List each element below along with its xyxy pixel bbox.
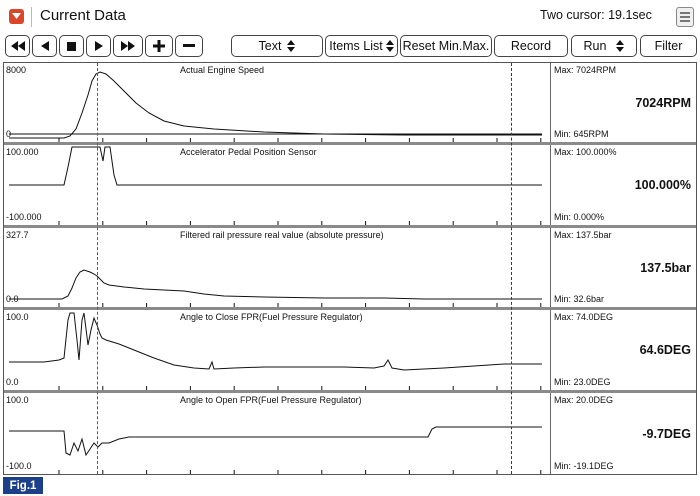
value-panel [550, 310, 697, 390]
current-value: 64.6DEG [639, 343, 691, 357]
list-menu-icon[interactable] [676, 7, 694, 27]
parameter-name: Angle to Close FPR(Fuel Pressure Regulator) [180, 312, 363, 322]
parameter-name: Actual Engine Speed [180, 65, 265, 75]
current-value: 137.5bar [640, 260, 691, 275]
collapse-icon[interactable] [9, 9, 24, 24]
panel-rail-pressure [4, 228, 696, 307]
scale-max: 327.7 [6, 230, 29, 240]
panel-angle-close-fpr [4, 310, 696, 390]
cursor-2[interactable] [511, 63, 512, 474]
parameter-name: Accelerator Pedal Position Sensor [180, 147, 317, 157]
graph-area[interactable] [4, 63, 549, 142]
stop-button[interactable] [59, 35, 84, 57]
items-list-label: Items List [329, 39, 383, 53]
max-value: Max: 100.000% [554, 147, 617, 157]
step-forward-icon [95, 41, 103, 51]
scale-min: 0.0 [6, 377, 19, 387]
current-value: 100.000% [634, 178, 691, 192]
max-value: Max: 74.0DEG [554, 312, 614, 322]
max-value: Max: 20.0DEG [554, 395, 614, 405]
min-value: Min: 645RPM [554, 129, 609, 139]
scale-max: 100.000 [6, 147, 39, 157]
rewind-icon [11, 41, 25, 51]
max-value: Max: 137.5bar [554, 230, 612, 240]
fast-forward-icon [121, 41, 135, 51]
scale-min: -100.0 [6, 461, 32, 471]
rewind-button[interactable] [5, 35, 30, 57]
max-value: Max: 7024RPM [554, 65, 617, 75]
value-panel [550, 393, 697, 474]
toolbar [0, 33, 700, 61]
scale-min: 0.0 [6, 294, 19, 304]
cursor-1[interactable] [97, 63, 98, 474]
reset-min-max-button[interactable] [400, 35, 492, 57]
record-button[interactable] [494, 35, 568, 57]
panel-angle-open-fpr [4, 393, 696, 474]
display-mode-select[interactable] [231, 35, 323, 57]
min-value: Min: 23.0DEG [554, 377, 611, 387]
spinner-icon [287, 40, 295, 52]
title-bar [0, 0, 700, 32]
step-back-button[interactable] [32, 35, 57, 57]
graph-area[interactable] [4, 393, 549, 474]
cursor-info: Two cursor: 19.1sec [540, 8, 652, 22]
run-label: Run [583, 39, 607, 53]
scale-max: 100.0 [6, 395, 29, 405]
fast-forward-button[interactable] [113, 35, 143, 57]
items-list-select[interactable] [325, 35, 398, 57]
filter-button[interactable] [640, 35, 697, 57]
scale-min: -100.000 [6, 212, 42, 222]
step-back-icon [41, 41, 49, 51]
scale-max: 100.0 [6, 312, 29, 322]
panel-engine-speed [4, 63, 696, 142]
step-forward-button[interactable] [86, 35, 111, 57]
title-divider [31, 7, 32, 27]
graph-area[interactable] [4, 145, 549, 225]
trace-angle-open-fpr [4, 393, 549, 474]
reset-label: Reset Min.Max. [402, 39, 490, 53]
plus-icon [153, 40, 165, 52]
parameter-name: Angle to Open FPR(Fuel Pressure Regulator) [180, 395, 362, 405]
graph-area[interactable] [4, 310, 549, 390]
current-value: -9.7DEG [642, 426, 691, 441]
panel-accelerator-pedal [4, 145, 696, 225]
graph-area[interactable] [4, 228, 549, 307]
value-panel [550, 228, 697, 307]
trace-angle-close-fpr [4, 310, 549, 390]
stop-icon [67, 42, 76, 51]
display-mode-label: Text [258, 39, 282, 53]
trace-accelerator-pedal [4, 145, 549, 225]
record-label: Record [510, 39, 552, 53]
zoom-out-button[interactable] [175, 35, 203, 57]
parameter-name: Filtered rail pressure real value (absolute pressure) [180, 230, 384, 240]
scale-max: 8000 [6, 65, 27, 75]
minus-icon [183, 44, 195, 48]
min-value: Min: 32.6bar [554, 294, 605, 304]
value-panel [550, 63, 697, 142]
min-value: Min: 0.000% [554, 212, 605, 222]
value-panel [550, 145, 697, 225]
graph-frame [3, 62, 697, 475]
figure-label: Fig.1 [3, 477, 43, 494]
run-select[interactable] [571, 35, 637, 57]
spinner-icon [386, 40, 394, 52]
filter-label: Filter [654, 39, 683, 53]
zoom-in-button[interactable] [145, 35, 173, 57]
current-value: 7024RPM [635, 95, 691, 110]
min-value: Min: -19.1DEG [554, 461, 614, 471]
trace-engine-speed [4, 63, 549, 142]
window-title: Current Data [40, 7, 126, 24]
scale-min: 0 [6, 129, 12, 139]
spinner-icon [616, 40, 624, 52]
